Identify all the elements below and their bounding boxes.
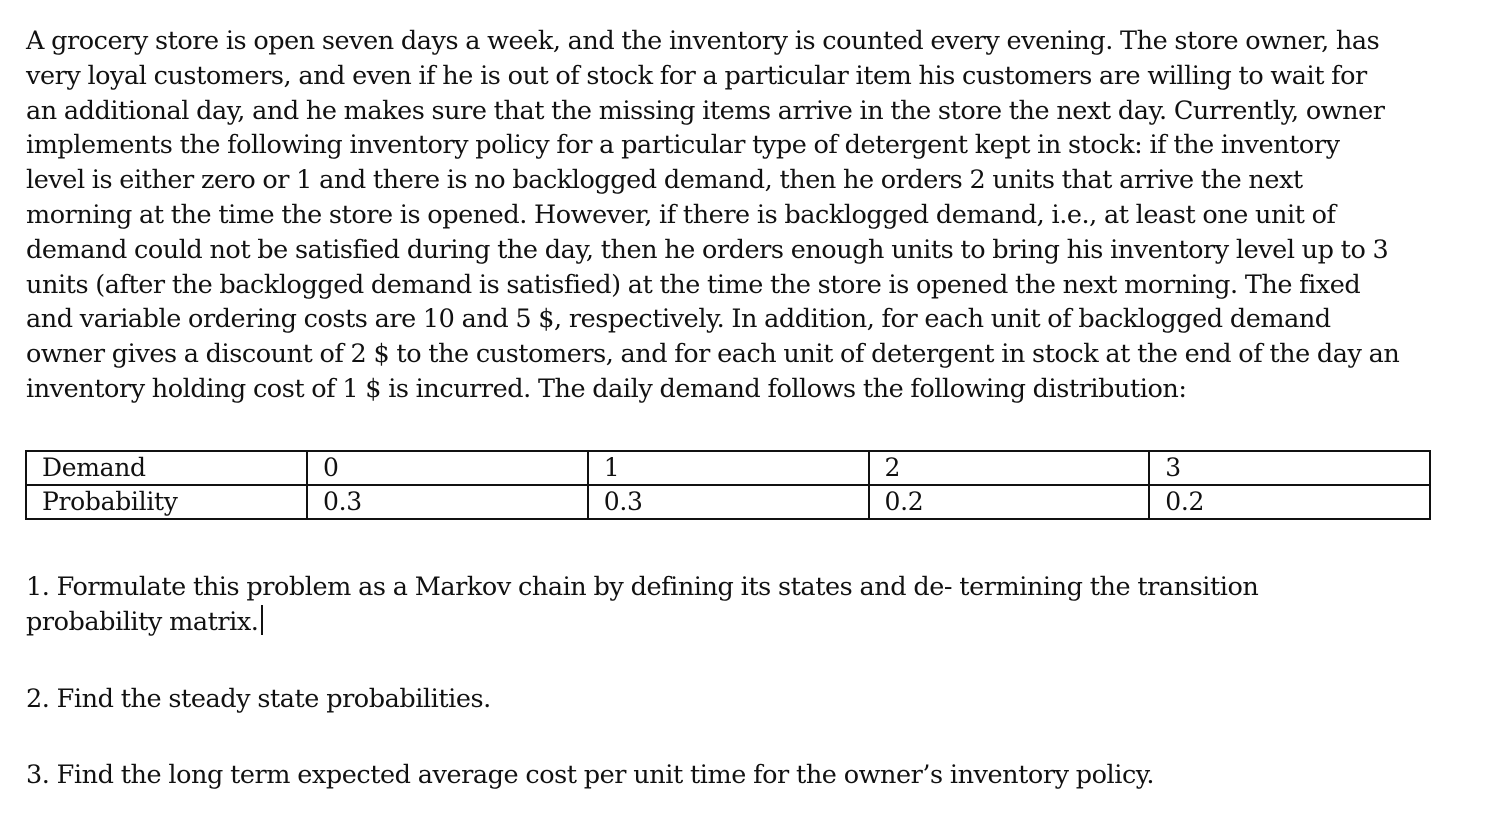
problem-line: owner gives a discount of 2 $ to the customers, and for each unit of detergent in stock at the end of the day an xyxy=(26,339,1400,370)
problem-statement xyxy=(26,24,1446,407)
text-cursor xyxy=(261,605,263,635)
question-1[interactable] xyxy=(26,570,1258,640)
problem-line: implements the following inventory policy for a particular type of detergent kept in stock: if the inventory xyxy=(26,130,1340,161)
demand-distribution-table xyxy=(25,450,1431,520)
question-1-line-2-text: probability matrix. xyxy=(26,606,259,637)
question-1-line-2 xyxy=(26,605,1258,640)
table-cell: 1 xyxy=(588,451,869,485)
table-cell: 0 xyxy=(307,451,588,485)
problem-line: A grocery store is open seven days a week, and the inventory is counted every evening. The store owner, has xyxy=(26,26,1380,56)
problem-line: inventory holding cost of 1 $ is incurred. The daily demand follows the following distribution: xyxy=(26,373,1187,404)
problem-line: morning at the time the store is opened. However, if there is backlogged demand, i.e., at least one unit of xyxy=(26,199,1336,230)
table-cell: 2 xyxy=(869,451,1150,485)
problem-line: level is either zero or 1 and there is no backlogged demand, then he orders 2 units that arrive the next xyxy=(26,165,1303,196)
problem-line: an additional day, and he makes sure that the missing items arrive in the store the next day. Currently, owner xyxy=(26,95,1385,126)
table-row-demand xyxy=(26,451,1430,485)
table-row-probability xyxy=(26,485,1430,519)
table-cell: 0.3 xyxy=(588,485,869,519)
problem-line: very loyal customers, and even if he is out of stock for a particular item his customers are willing to wait for xyxy=(26,60,1367,91)
problem-line: demand could not be satisfied during the day, then he orders enough units to bring his inventory level up to 3 xyxy=(26,234,1389,265)
table-cell: 3 xyxy=(1149,451,1430,485)
question-3[interactable]: 3. Find the long term expected average cost per unit time for the owner’s inventory policy. xyxy=(26,760,1155,790)
row-header-demand: Demand xyxy=(26,451,307,485)
row-header-probability: Probability xyxy=(26,485,307,519)
table-cell: 0.2 xyxy=(869,485,1150,519)
table-cell: 0.2 xyxy=(1149,485,1430,519)
problem-line: and variable ordering costs are 10 and 5 $, respectively. In addition, for each unit of backlogged demand xyxy=(26,304,1331,335)
question-1-line-1: 1. Formulate this problem as a Markov chain by defining its states and de- termining the transition xyxy=(26,572,1259,602)
question-2[interactable]: 2. Find the steady state probabilities. xyxy=(26,684,491,714)
problem-line: units (after the backlogged demand is satisfied) at the time the store is opened the next morning. The fixed xyxy=(26,269,1361,300)
table-cell: 0.3 xyxy=(307,485,588,519)
